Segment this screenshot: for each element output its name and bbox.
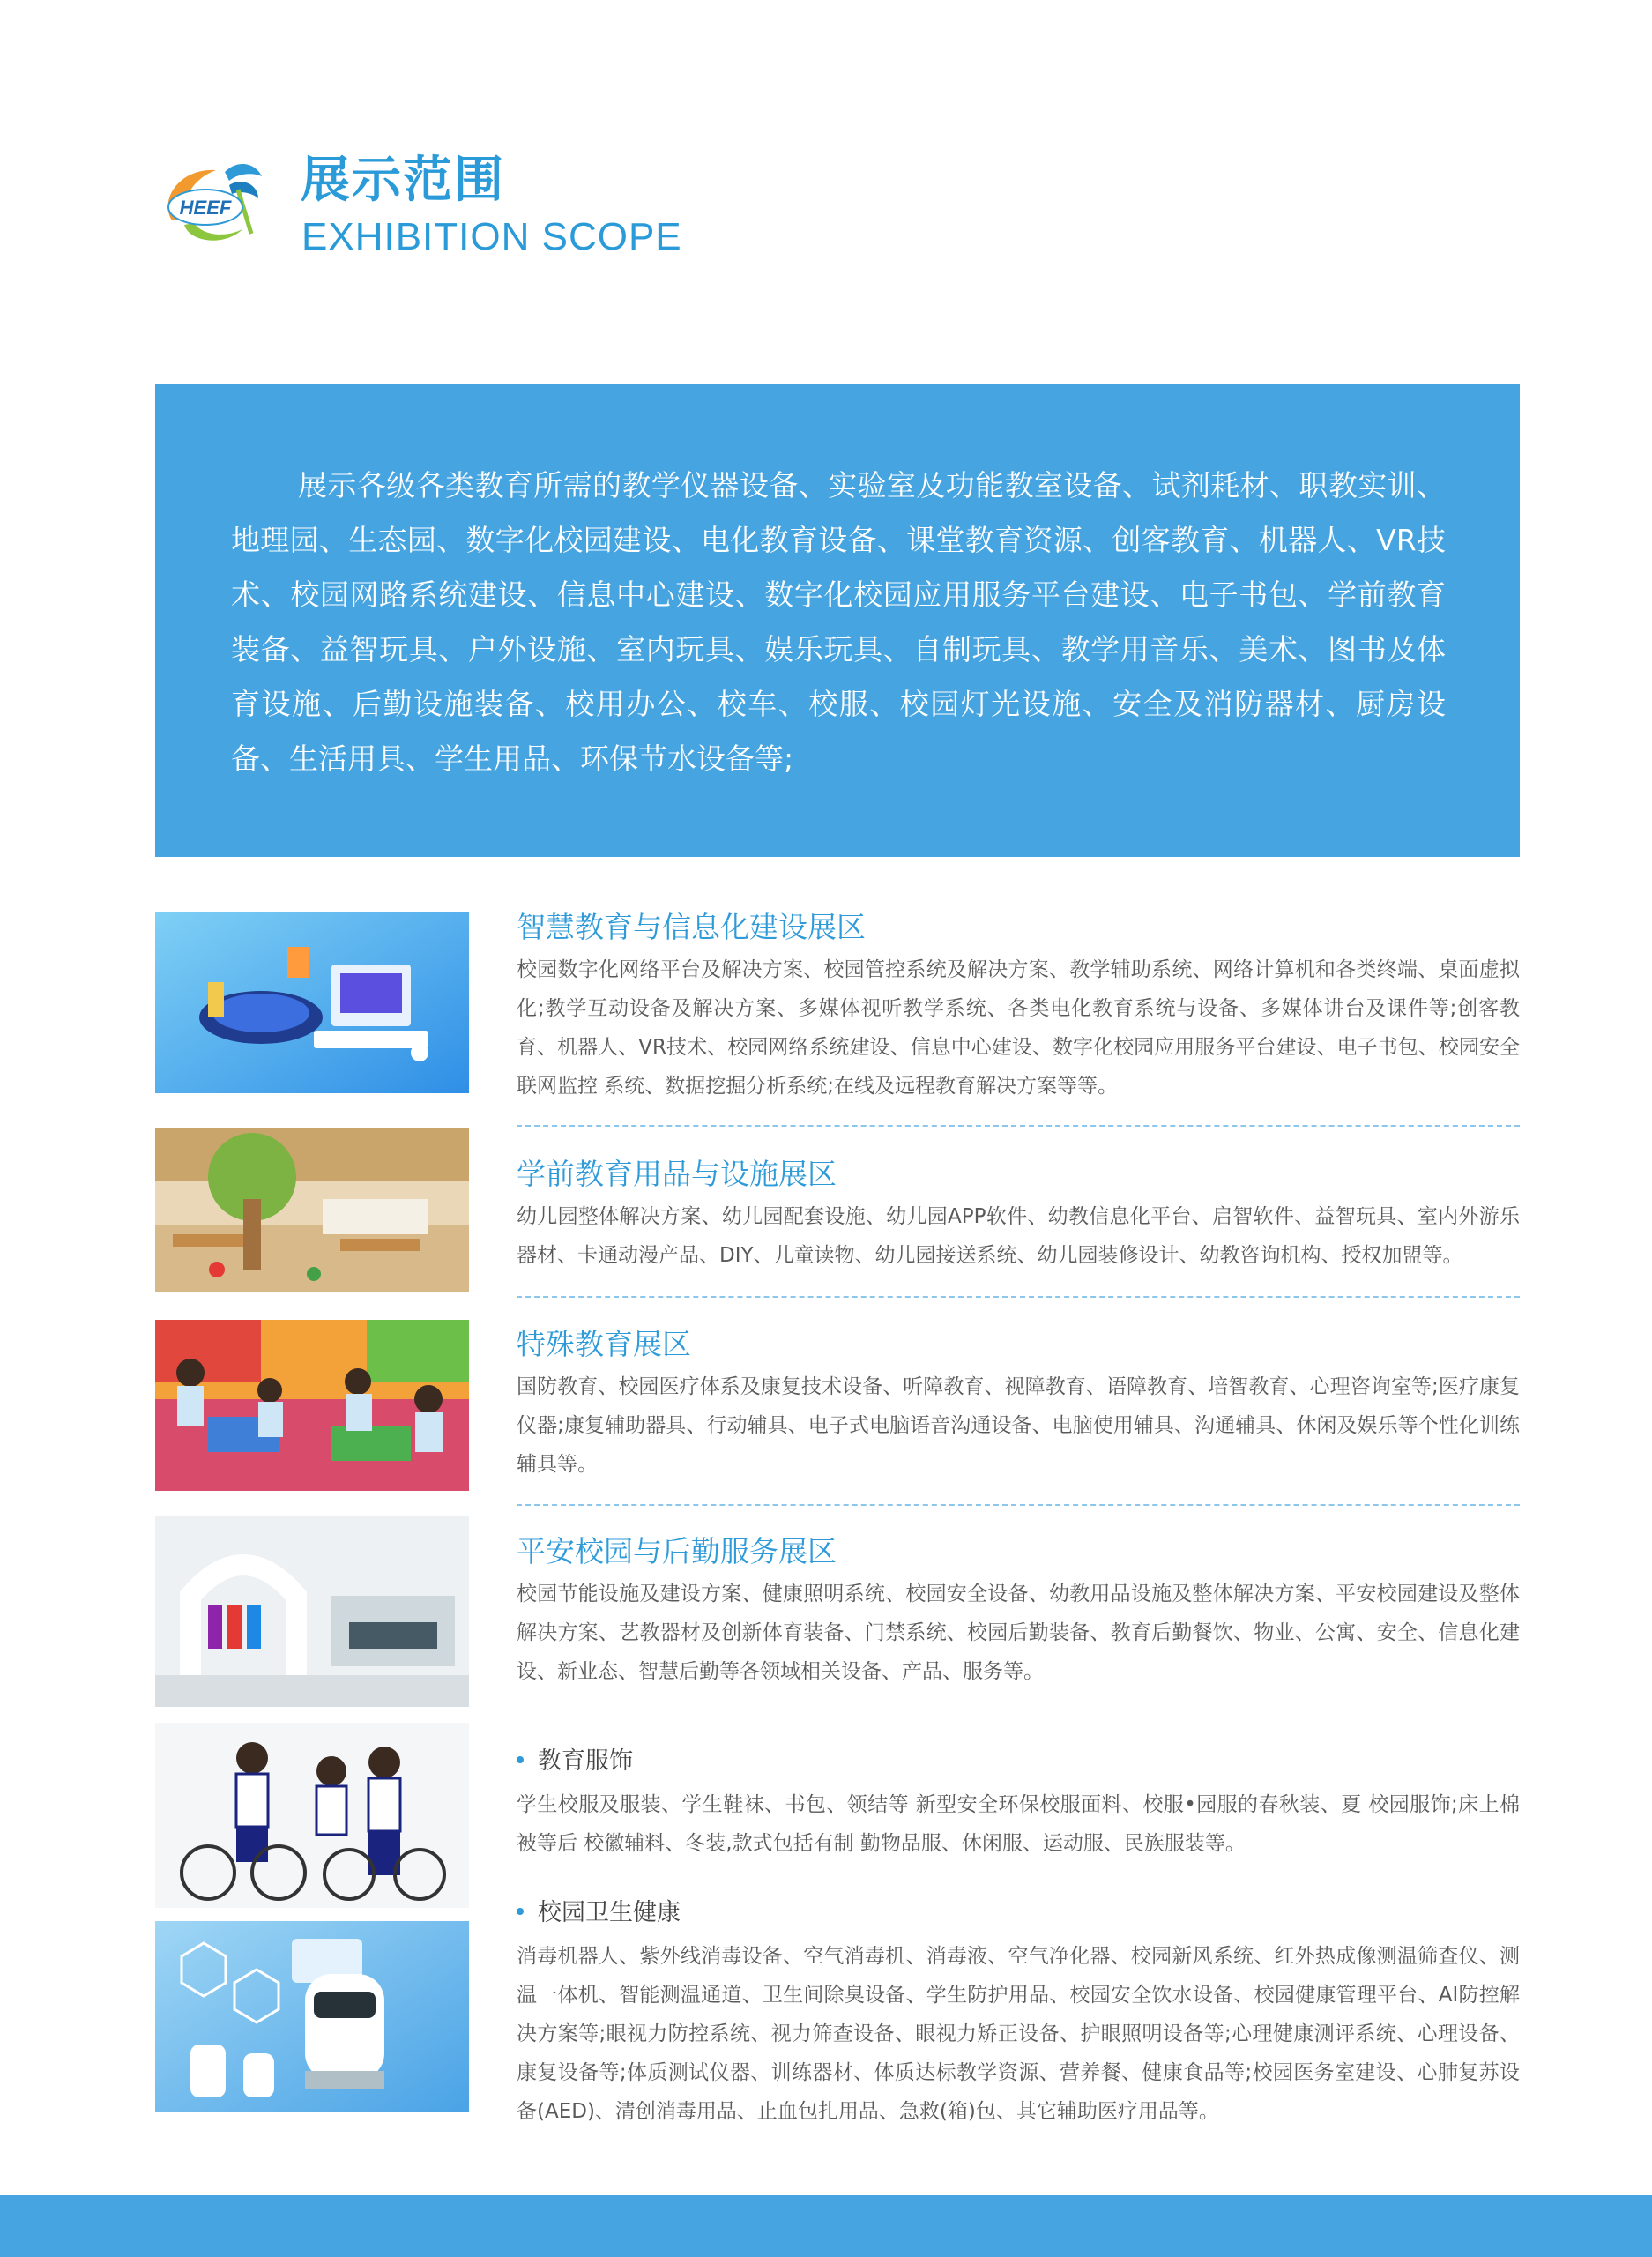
section-title: 平安校园与后勤服务展区 (517, 1534, 837, 1568)
section-description: 校园数字化网络平台及解决方案、校园管控系统及解决方案、教学辅助系统、网络计算机和各类终端、桌面虚拟化;教学互动设备及解决方案、多媒体视听教学系统、各类电化教育系统与设备、多媒体讲台及课件等;创客教育、机器人、VR技术、校园网络系统建设、信息中心建设、数字化校园应用服务平台建设、电子书包、校园安全联网监控 系统、数据挖掘分析系统;在线及远程教育解决方案等等。 (517, 958, 1520, 1098)
section-title: 学前教育用品与设施展区 (517, 1157, 837, 1191)
bullet-dot-icon (517, 1908, 524, 1915)
subsection-title-text: 校园卫生健康 (538, 1899, 681, 1926)
campus-logistics-image (155, 1516, 469, 1707)
page-title: 展示范围 (301, 151, 505, 209)
special-education-image (155, 1320, 469, 1491)
subsection-description: 消毒机器人、紫外线消毒设备、空气消毒机、消毒液、空气净化器、校园新风系统、红外热成像测温筛查仪、测温一体机、智能测温通道、卫生间除臭设备、学生防护用品、校园安全饮水设备、校园健康管理平台、AI防控解决方案等;眼视力防控系统、视力筛查设备、眼视力矫正设备、护眼照明设备等;心理健康测评系统、心理设备、康复设备等;体质测试仪器、训练器材、体质达标教学资源、营养餐、健康食品等;校园医务室建设、心肺复苏设备(AED)、清创消毒用品、止血包扎用品、急救(箱)包、其它辅助医疗用品等。 (517, 1945, 1520, 2123)
campus-health-image (155, 1921, 469, 2112)
page-subtitle: EXHIBITION SCOPE (301, 215, 682, 258)
subsection-title (517, 1896, 681, 1931)
section-description: 校园节能设施及建设方案、健康照明系统、校园安全设备、幼教用品设施及整体解决方案、平安校园建设及整体解决方案、艺教器材及创新体育装备、门禁系统、校园后勤装备、教育后勤餐饮、物业、公寓、安全、信息化建设、新业态、智慧后勤等各领域相关设备、产品、服务等。 (517, 1583, 1520, 1683)
smart-education-image (155, 912, 469, 1093)
intro-box (155, 384, 1520, 857)
logo-text: HEEF (179, 197, 232, 219)
subsection-title-text: 教育服饰 (538, 1747, 633, 1775)
subsection-description: 学生校服及服装、学生鞋袜、书包、领结等 新型安全环保校服面料、校服•园服的春秋装、夏 校园服饰;床上棉被等后 校徽辅料、冬装,款式包括有制 勤物品服、休闲服、运动服、民族服装等。 (517, 1793, 1521, 1855)
section-title: 特殊教育展区 (517, 1327, 691, 1361)
footer-bar (0, 2195, 1652, 2257)
section-title: 智慧教育与信息化建设展区 (517, 910, 866, 944)
bullet-dot-icon (517, 1756, 524, 1763)
page-header (154, 145, 771, 269)
school-uniform-image (155, 1723, 469, 1908)
section-description: 幼儿园整体解决方案、幼儿园配套设施、幼儿园APP软件、幼教信息化平台、启智软件、益智玩具、室内外游乐器材、卡通动漫产品、DIY、儿童读物、幼儿园接送系统、幼儿园装修设计、幼教咨询机构、授权加盟等。 (517, 1205, 1520, 1267)
heef-logo (154, 154, 264, 251)
section-divider (517, 1125, 1520, 1127)
section-divider (517, 1504, 1520, 1506)
intro-text: 展示各级各类教育所需的教学仪器设备、实验室及功能教室设备、试剂耗材、职教实训、地理园、生态园、数字化校园建设、电化教育设备、课堂教育资源、创客教育、机器人、VR技术、校园网路系统建设、信息中心建设、数字化校园应用服务平台建设、电子书包、学前教育装备、益智玩具、户外设施、室内玩具、娱乐玩具、自制玩具、教学用音乐、美术、图书及体育设施、后勤设施装备、校用办公、校车、校服、校园灯光设施、安全及消防器材、厨房设备、生活用具、学生用品、环保节水设备等; (231, 468, 1446, 776)
section-divider (517, 1296, 1520, 1298)
preschool-classroom-image (155, 1128, 469, 1292)
subsection-title (517, 1744, 633, 1779)
section-description: 国防教育、校园医疗体系及康复技术设备、听障教育、视障教育、语障教育、培智教育、心理咨询室等;医疗康复仪器;康复辅助器具、行动辅具、电子式电脑语音沟通设备、电脑使用辅具、沟通辅具、休闲及娱乐等个性化训练辅具等。 (517, 1375, 1520, 1476)
